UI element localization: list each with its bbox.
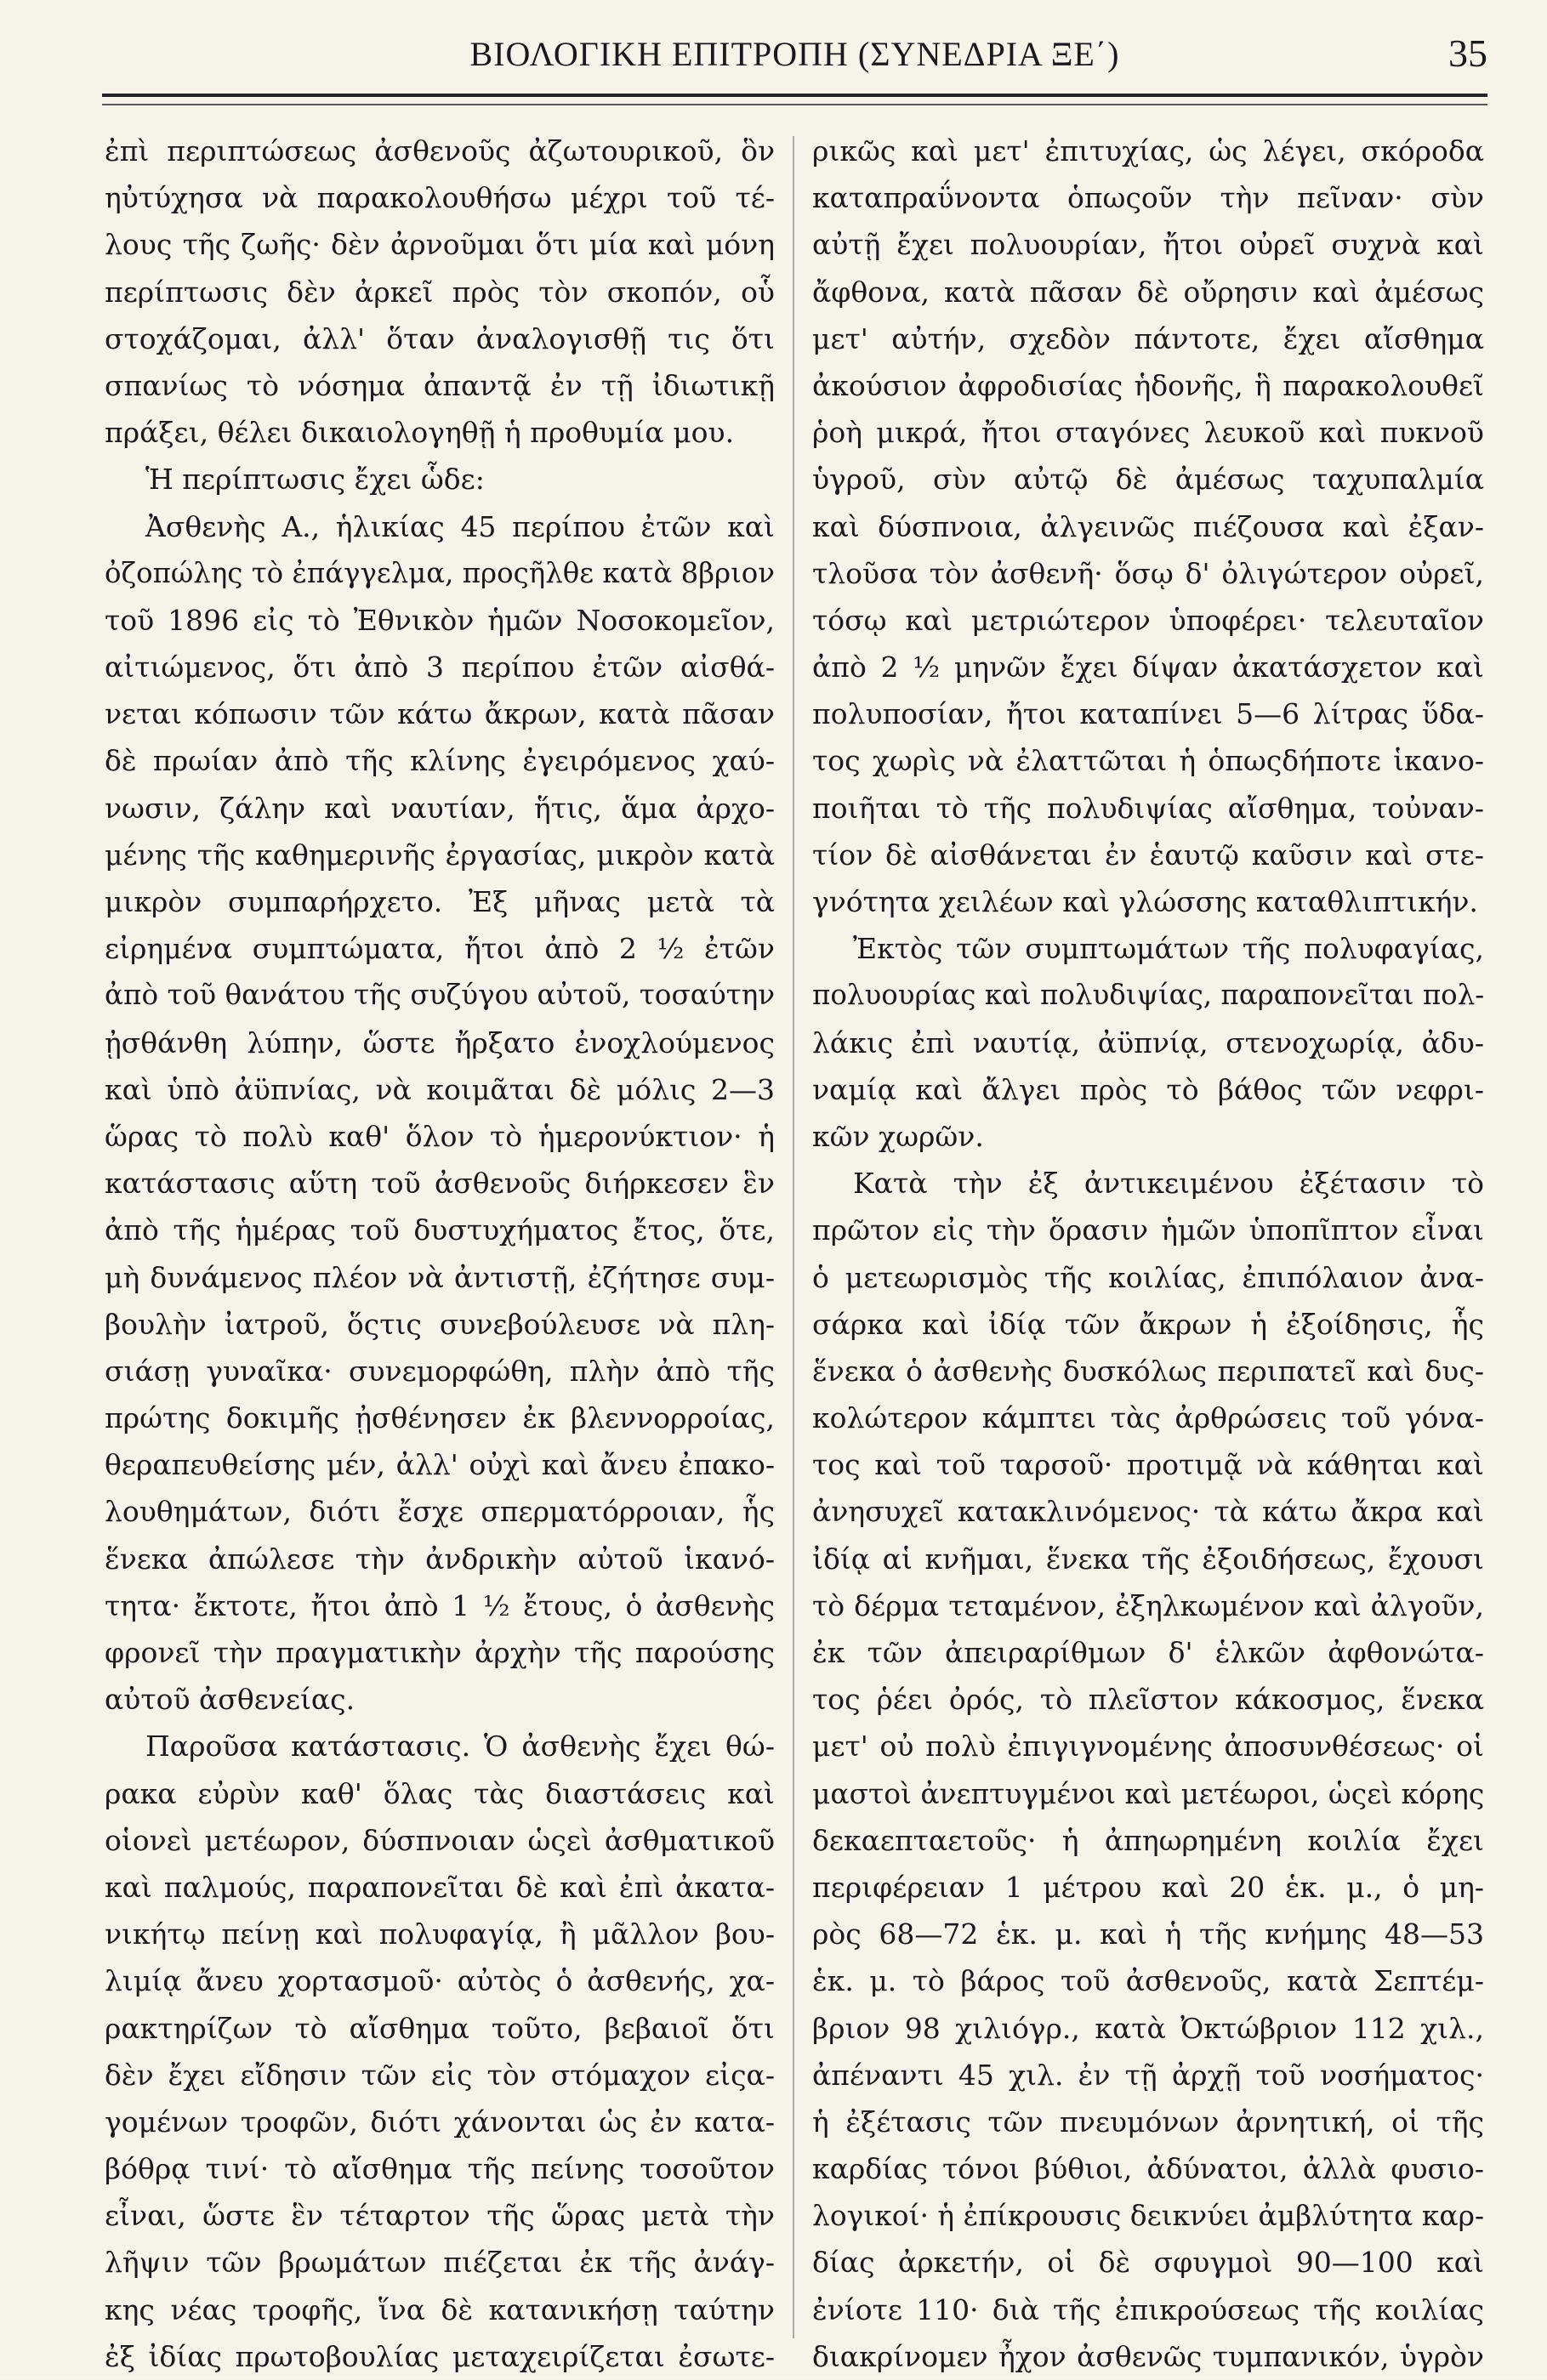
text-line: στοχάζομαι, ἀλλ' ὅταν ἀναλογισθῇ τις ὅτι [105,321,775,355]
text-line: κης νέας τροφῆς, ἵνα δὲ κατανικήσῃ ταύτην [105,2292,775,2326]
text-line: δίας ἀρκετήν, οἱ δὲ σφυγμοὶ 90—100 καὶ [812,2246,1484,2280]
page-number: 35 [1448,31,1487,75]
page-header [102,26,1487,85]
text-line: αὐτῇ ἔχει πολυουρίαν, ἤτοι οὐρεῖ συχνὰ καὶ [812,228,1484,262]
text-line: λῆψιν τῶν βρωμάτων πιέζεται ἐκ τῆς ἀνάγ- [105,2246,775,2280]
text-line: ῥοὴ μικρά, ἤτοι σταγόνες λευκοῦ καὶ πυκνοῦ [812,416,1484,450]
text-line: Παροῦσα κατάστασις. Ὁ ἀσθενὴς ἔχει θώ- [145,1730,775,1764]
text-line: ρακτηρίζων τὸ αἴσθημα τοῦτο, βεβαιοῖ ὅτι [105,2011,775,2045]
text-line: ἐκ τῶν ἀπειραρίθμων δ' ἑλκῶν ἀφθονώτα- [812,1636,1484,1669]
text-line: ἐπὶ περιπτώσεως ἀσθενοῦς ἀζωτουρικοῦ, ὃν [105,134,775,168]
text-line: σιάσῃ γυναῖκα· συνεμορφώθη, πλὴν ἀπὸ τῆς [105,1354,775,1388]
text-line: ἕνεκα ὁ ἀσθενὴς δυσκόλως περιπατεῖ καὶ δυς- [812,1354,1484,1388]
text-line: λογικοί· ἡ ἐπίκρουσις δεικνύει ἀμβλύτητα καρ- [812,2199,1485,2233]
text-line: αὐτοῦ ἀσθενείας. [105,1683,355,1717]
running-title: ΒΙΟΛΟΓΙΚΗ ΕΠΙΤΡΟΠΗ (ΣΥΝΕΔΡΙΑ ΞΕ΄) [469,35,1120,73]
text-line: νωσιν, ζάλην καὶ ναυτίαν, ἥτις, ἅμα ἀρχο- [105,791,775,825]
header-rule-thick [102,94,1487,97]
text-line: ρικῶς καὶ μετ' ἐπιτυχίας, ὡς λέγει, σκόροδα [812,134,1484,168]
text-line: πρῶτον εἰς τὴν ὅρασιν ἡμῶν ὑποπῖπτον εἶναι [812,1213,1484,1247]
left-column [105,128,775,2380]
text-line: καὶ παλμούς, παραπονεῖται δὲ καὶ ἐπὶ ἀκατα- [105,1870,775,1904]
text-line: πρώτης δοκιμῆς ᾐσθένησεν ἐκ βλεννορροίας, [105,1401,775,1435]
text-line: ρακα εὐρὺν καθ' ὅλας τὰς διαστάσεις καὶ [105,1776,775,1810]
text-line: λουθημάτων, διότι ἔσχε σπερματόρροιαν, ἧς [105,1495,775,1529]
text-line: πολυουρίας καὶ πολυδιψίας, παραπονεῖται πολ- [812,979,1485,1012]
text-line: ναμίᾳ καὶ ἄλγει πρὸς τὸ βάθος τῶν νεφρι- [812,1072,1484,1106]
text-line: ἀπὸ τῆς ἡμέρας τοῦ δυστυχήματος ἔτος, ὅτε, [105,1213,775,1247]
text-line: Ἐκτὸς τῶν συμπτωμάτων τῆς πολυφαγίας, [853,932,1484,966]
text-line: δὲ πρωίαν ἀπὸ τῆς κλίνης ἐγειρόμενος χαύ- [105,744,775,778]
text-line: ἡ ἐξέτασις τῶν πνευμόνων ἀρνητική, οἱ τῆς [812,2105,1484,2139]
text-line: οἱονεὶ μετέωρον, δύσπνοιαν ὡςεὶ ἀσθματικοῦ [105,1823,775,1857]
text-line: Ἡ περίπτωσις ἔχει ὧδε: [145,463,485,497]
text-line: ἰδίᾳ αἱ κνῆμαι, ἕνεκα τῆς ἐξοιδήσεως, ἔχουσι [812,1542,1484,1576]
text-line: ἕνεκα ἀπώλεσε τὴν ἀνδρικὴν αὐτοῦ ἱκανό- [105,1542,775,1576]
text-line: τητα· ἔκτοτε, ἤτοι ἀπὸ 1 ½ ἔτους, ὁ ἀσθενὴς [105,1588,775,1622]
text-line: μὴ δυνάμενος πλέον νὰ ἀντιστῇ, ἐζήτησε συμ- [105,1260,775,1294]
text-line: ἀκούσιον ἀφροδισίας ἡδονῆς, ἣ παρακολουθεῖ [812,368,1484,402]
text-line: κατάστασις αὕτη τοῦ ἀσθενοῦς διήρκεσεν ἓν [105,1167,775,1201]
text-line: διακρίνομεν ἦχον ἀσθενῶς τυμπανικόν, ὑγρὸν [812,2339,1484,2373]
text-line: εἰρημένα συμπτώματα, ἤτοι ἀπὸ 2 ½ ἐτῶν [105,932,775,966]
text-line: βριον 98 χιλιόγρ., κατὰ Ὀκτώβριον 112 χιλ., [812,2011,1484,2045]
text-line: περιφέρειαν 1 μέτρου καὶ 20 ἑκ. μ., ὁ μη- [812,1870,1484,1904]
text-line: κολώτερον κάμπτει τὰς ἀρθρώσεις τοῦ γόνα- [812,1401,1484,1435]
right-column [812,128,1484,2380]
text-line: πράξει, θέλει δικαιολογηθῇ ἡ προθυμία μου. [105,416,735,450]
text-line: αἰτιώμενος, ὅτι ἀπὸ 3 περίπου ἐτῶν αἰσθά- [105,650,775,684]
text-line: σάρκα καὶ ἰδίᾳ τῶν ἄκρων ἡ ἐξοίδησις, ἧς [812,1307,1484,1341]
text-line: ἀνησυχεῖ κατακλινόμενος· τὰ κάτω ἄκρα καὶ [812,1495,1484,1529]
text-line: θεραπευθείσης μέν, ἀλλ' οὐχὶ καὶ ἄνευ ἐπακο- [105,1448,775,1482]
text-line: ἀπὸ 2 ½ μηνῶν ἔχει δίψαν ἀκατάσχετον καὶ [812,650,1484,684]
text-line: καταπραΰνοντα ὁπωςοῦν τὴν πεῖναν· σὺν [812,181,1484,215]
text-line: μαστοὶ ἀνεπτυγμένοι καὶ μετέωροι, ὡςεὶ κόρης [812,1776,1485,1810]
text-line: λους τῆς ζωῆς· δὲν ἀρνοῦμαι ὅτι μία καὶ μόνη [105,228,775,262]
text-line: ἄφθονα, κατὰ πᾶσαν δὲ οὔρησιν καὶ ἀμέσως [812,275,1484,309]
text-line: δὲν ἔχει εἴδησιν τῶν εἰς τὸν στόμαχον εἰςα- [105,2058,775,2092]
text-line: νεται κόπωσιν τῶν κάτω ἄκρων, κατὰ πᾶσαν [105,697,775,731]
text-line: βόθρᾳ τινί· τὸ αἴσθημα τῆς πείνης τοσοῦτον [105,2152,775,2186]
text-line: ποιῆται τὸ τῆς πολυδιψίας αἴσθημα, τοὐναν- [812,791,1484,825]
text-line: ὑγροῦ, σὺν αὐτῷ δὲ ἀμέσως ταχυπαλμία [812,463,1484,497]
text-line: ἐνίοτε 110· διὰ τῆς ἐπικρούσεως τῆς κοιλίας [812,2292,1484,2326]
text-line: ὀζοπώλης τὸ ἐπάγγελμα, προςῆλθε κατὰ 8βριον [105,556,775,589]
text-line: βουλὴν ἰατροῦ, ὅςτις συνεβούλευσε νὰ πλη- [105,1307,775,1341]
text-line: μετ' αὐτήν, σχεδὸν πάντοτε, ἔχει αἴσθημα [812,321,1484,355]
text-line: καρδίας τόνοι βύθιοι, ἀδύνατοι, ἀλλὰ φυσιο- [812,2152,1484,2186]
text-line: τόσῳ καὶ μετριώτερον ὑποφέρει· τελευταῖον [812,603,1484,637]
text-line: Ἀσθενὴς Α., ἡλικίας 45 περίπου ἐτῶν καὶ [145,509,775,543]
header-rule-thin [102,104,1487,105]
text-line: ὥρας τὸ πολὺ καθ' ὅλον τὸ ἡμερονύκτιον· ἡ [105,1119,775,1153]
text-line: ἑκ. μ. τὸ βάρος τοῦ ἀσθενοῦς, κατὰ Σεπτέμ- [812,1964,1484,1998]
text-line: καὶ ὑπὸ ἀϋπνίας, νὰ κοιμᾶται δὲ μόλις 2—3 [105,1072,775,1106]
text-line: τος καὶ τοῦ ταρσοῦ· προτιμᾷ νὰ κάθηται καὶ [812,1448,1484,1482]
text-line: μένης τῆς καθημερινῆς ἐργασίας, μικρὸν κατὰ [105,838,775,872]
text-line: τος ῥέει ὀρός, τὸ πλεῖστον κάκοσμος, ἕνεκα [812,1683,1484,1717]
column-divider [793,136,794,2338]
text-line: φρονεῖ τὴν πραγματικὴν ἀρχὴν τῆς παρούσης [105,1636,775,1669]
text-line: πολυποσίαν, ἤτοι καταπίνει 5—6 λίτρας ὕδα- [812,697,1484,731]
text-line: περίπτωσις δὲν ἀρκεῖ πρὸς τὸν σκοπόν, οὗ [105,275,775,309]
text-line: τὸ δέρμα τεταμένον, ἐξηλκωμένον καὶ ἀλγοῦν, [812,1588,1484,1622]
text-line: ἀπὸ τοῦ θανάτου τῆς συζύγου αὐτοῦ, τοσαύτην [105,979,776,1012]
text-line: δεκαεπταετοῦς· ἡ ἀπηωρημένη κοιλία ἔχει [812,1823,1484,1857]
text-line: καὶ δύσπνοια, ἀλγεινῶς πιέζουσα καὶ ἐξαν- [812,509,1484,543]
text-line: γομένων τροφῶν, διότι χάνονται ὡς ἐν κατα- [105,2105,775,2139]
text-line: κῶν χωρῶν. [812,1119,984,1153]
text-line: ρὸς 68—72 ἑκ. μ. καὶ ἡ τῆς κνήμης 48—53 [812,1917,1484,1951]
text-line: νικήτῳ πείνῃ καὶ πολυφαγίᾳ, ἢ μᾶλλον βου- [105,1917,775,1951]
text-line: τλοῦσα τὸν ἀσθενῆ· ὅσῳ δ' ὀλιγώτερον οὐρεῖ, [812,556,1484,590]
text-line: ηὐτύχησα νὰ παρακολουθήσω μέχρι τοῦ τέ- [105,181,775,215]
text-line: ᾐσθάνθη λύπην, ὥστε ἤρξατο ἐνοχλούμενος [105,1025,775,1059]
text-line: μικρὸν συμπαρήρχετο. Ἐξ μῆνας μετὰ τὰ [105,885,775,918]
text-line: λιμίᾳ ἄνευ χορτασμοῦ· αὐτὸς ὁ ἀσθενής, χα- [105,1964,775,1998]
text-line: ὁ μετεωρισμὸς τῆς κοιλίας, ἐπιπόλαιον ἀνα- [812,1260,1484,1294]
text-line: τίον δὲ αἰσθάνεται ἐν ἑαυτῷ καῦσιν καὶ στε- [812,838,1484,872]
text-line: ἐξ ἰδίας πρωτοβουλίας μεταχειρίζεται ἐσωτε- [105,2339,775,2373]
text-line: ἀπέναντι 45 χιλ. ἐν τῇ ἀρχῇ τοῦ νοσήματος· [812,2058,1484,2092]
text-line: μετ' οὐ πολὺ ἐπιγιγνομένης ἀποσυνθέσεως· οἱ [812,1730,1484,1764]
text-line: Κατὰ τὴν ἐξ ἀντικειμένου ἐξέτασιν τὸ [853,1167,1484,1201]
text-line: τοῦ 1896 εἰς τὸ Ἐθνικὸν ἡμῶν Νοσοκομεῖον, [105,603,775,637]
text-line: λάκις ἐπὶ ναυτίᾳ, ἀϋπνίᾳ, στενοχωρίᾳ, ἀδυ- [812,1025,1484,1059]
text-line: σπανίως τὸ νόσημα ἀπαντᾷ ἐν τῇ ἰδιωτικῇ [105,368,775,402]
text-line: γνότητα χειλέων καὶ γλώσσης καταθλιπτικήν. [812,885,1478,918]
text-line: τος χωρὶς νὰ ἐλαττῶται ἡ ὁπωςδήποτε ἱκανο- [812,744,1484,778]
text-line: εἶναι, ὥστε ἓν τέταρτον τῆς ὥρας μετὰ τὴν [105,2199,775,2233]
